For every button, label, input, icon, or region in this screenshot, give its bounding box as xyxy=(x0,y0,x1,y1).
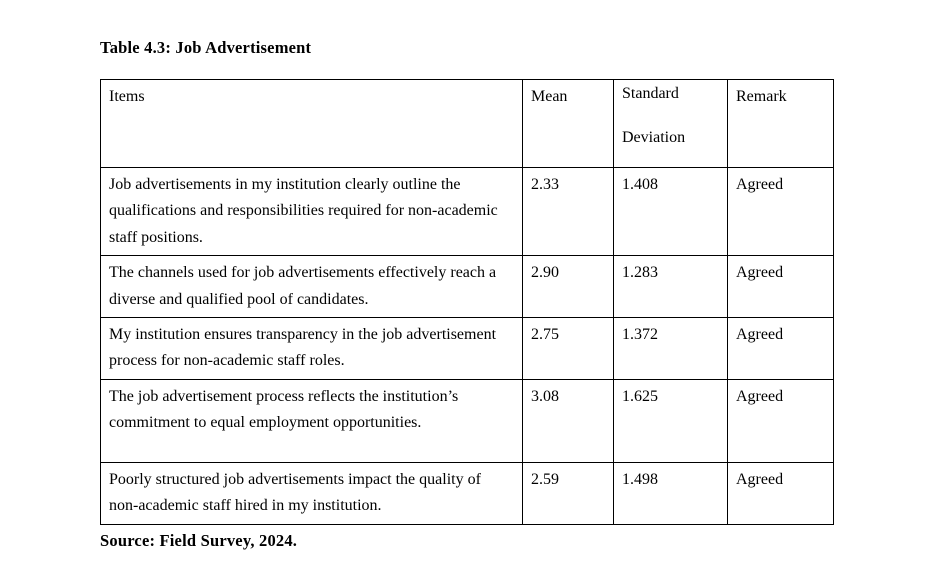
mean-cell: 3.08 xyxy=(523,379,614,462)
col-header-standard-deviation-label: Standard Deviation xyxy=(622,85,686,146)
col-header-mean: Mean xyxy=(523,80,614,168)
mean-cell: 2.33 xyxy=(523,168,614,256)
table-caption: Table 4.3: Job Advertisement xyxy=(100,38,312,57)
remark-cell: Agreed xyxy=(728,256,834,318)
source-note: Source: Field Survey, 2024. xyxy=(100,530,298,550)
sd-cell: 1.625 xyxy=(614,379,728,462)
table-row xyxy=(101,168,834,256)
item-cell: The job advertisement process reflects the institution’s commitment to equal employment opportunities. xyxy=(101,379,523,462)
table-row xyxy=(101,256,834,318)
mean-cell: 2.59 xyxy=(523,462,614,524)
remark-cell: Agreed xyxy=(728,462,834,524)
col-header-items: Items xyxy=(101,80,523,168)
item-cell: The channels used for job advertisements effectively reach a diverse and qualified pool of candidates. xyxy=(101,256,523,318)
sd-cell: 1.283 xyxy=(614,256,728,318)
item-cell: My institution ensures transparency in the job advertisement process for non-academic staff roles. xyxy=(101,317,523,379)
remark-cell: Agreed xyxy=(728,168,834,256)
mean-cell: 2.90 xyxy=(523,256,614,318)
item-cell: Poorly structured job advertisements impact the quality of non-academic staff hired in my institution. xyxy=(101,462,523,524)
remark-cell: Agreed xyxy=(728,317,834,379)
sd-cell: 1.498 xyxy=(614,462,728,524)
mean-cell: 2.75 xyxy=(523,317,614,379)
job-advertisement-table xyxy=(100,79,834,525)
table-row xyxy=(101,317,834,379)
table-row xyxy=(101,462,834,524)
sd-cell: 1.408 xyxy=(614,168,728,256)
table-row xyxy=(101,379,834,462)
table-header-row xyxy=(101,80,834,168)
remark-cell: Agreed xyxy=(728,379,834,462)
col-header-remark: Remark xyxy=(728,80,834,168)
col-header-standard-deviation xyxy=(614,80,728,168)
sd-cell: 1.372 xyxy=(614,317,728,379)
item-cell: Job advertisements in my institution clearly outline the qualifications and responsibilities required for non-academic staff positions. xyxy=(101,168,523,256)
